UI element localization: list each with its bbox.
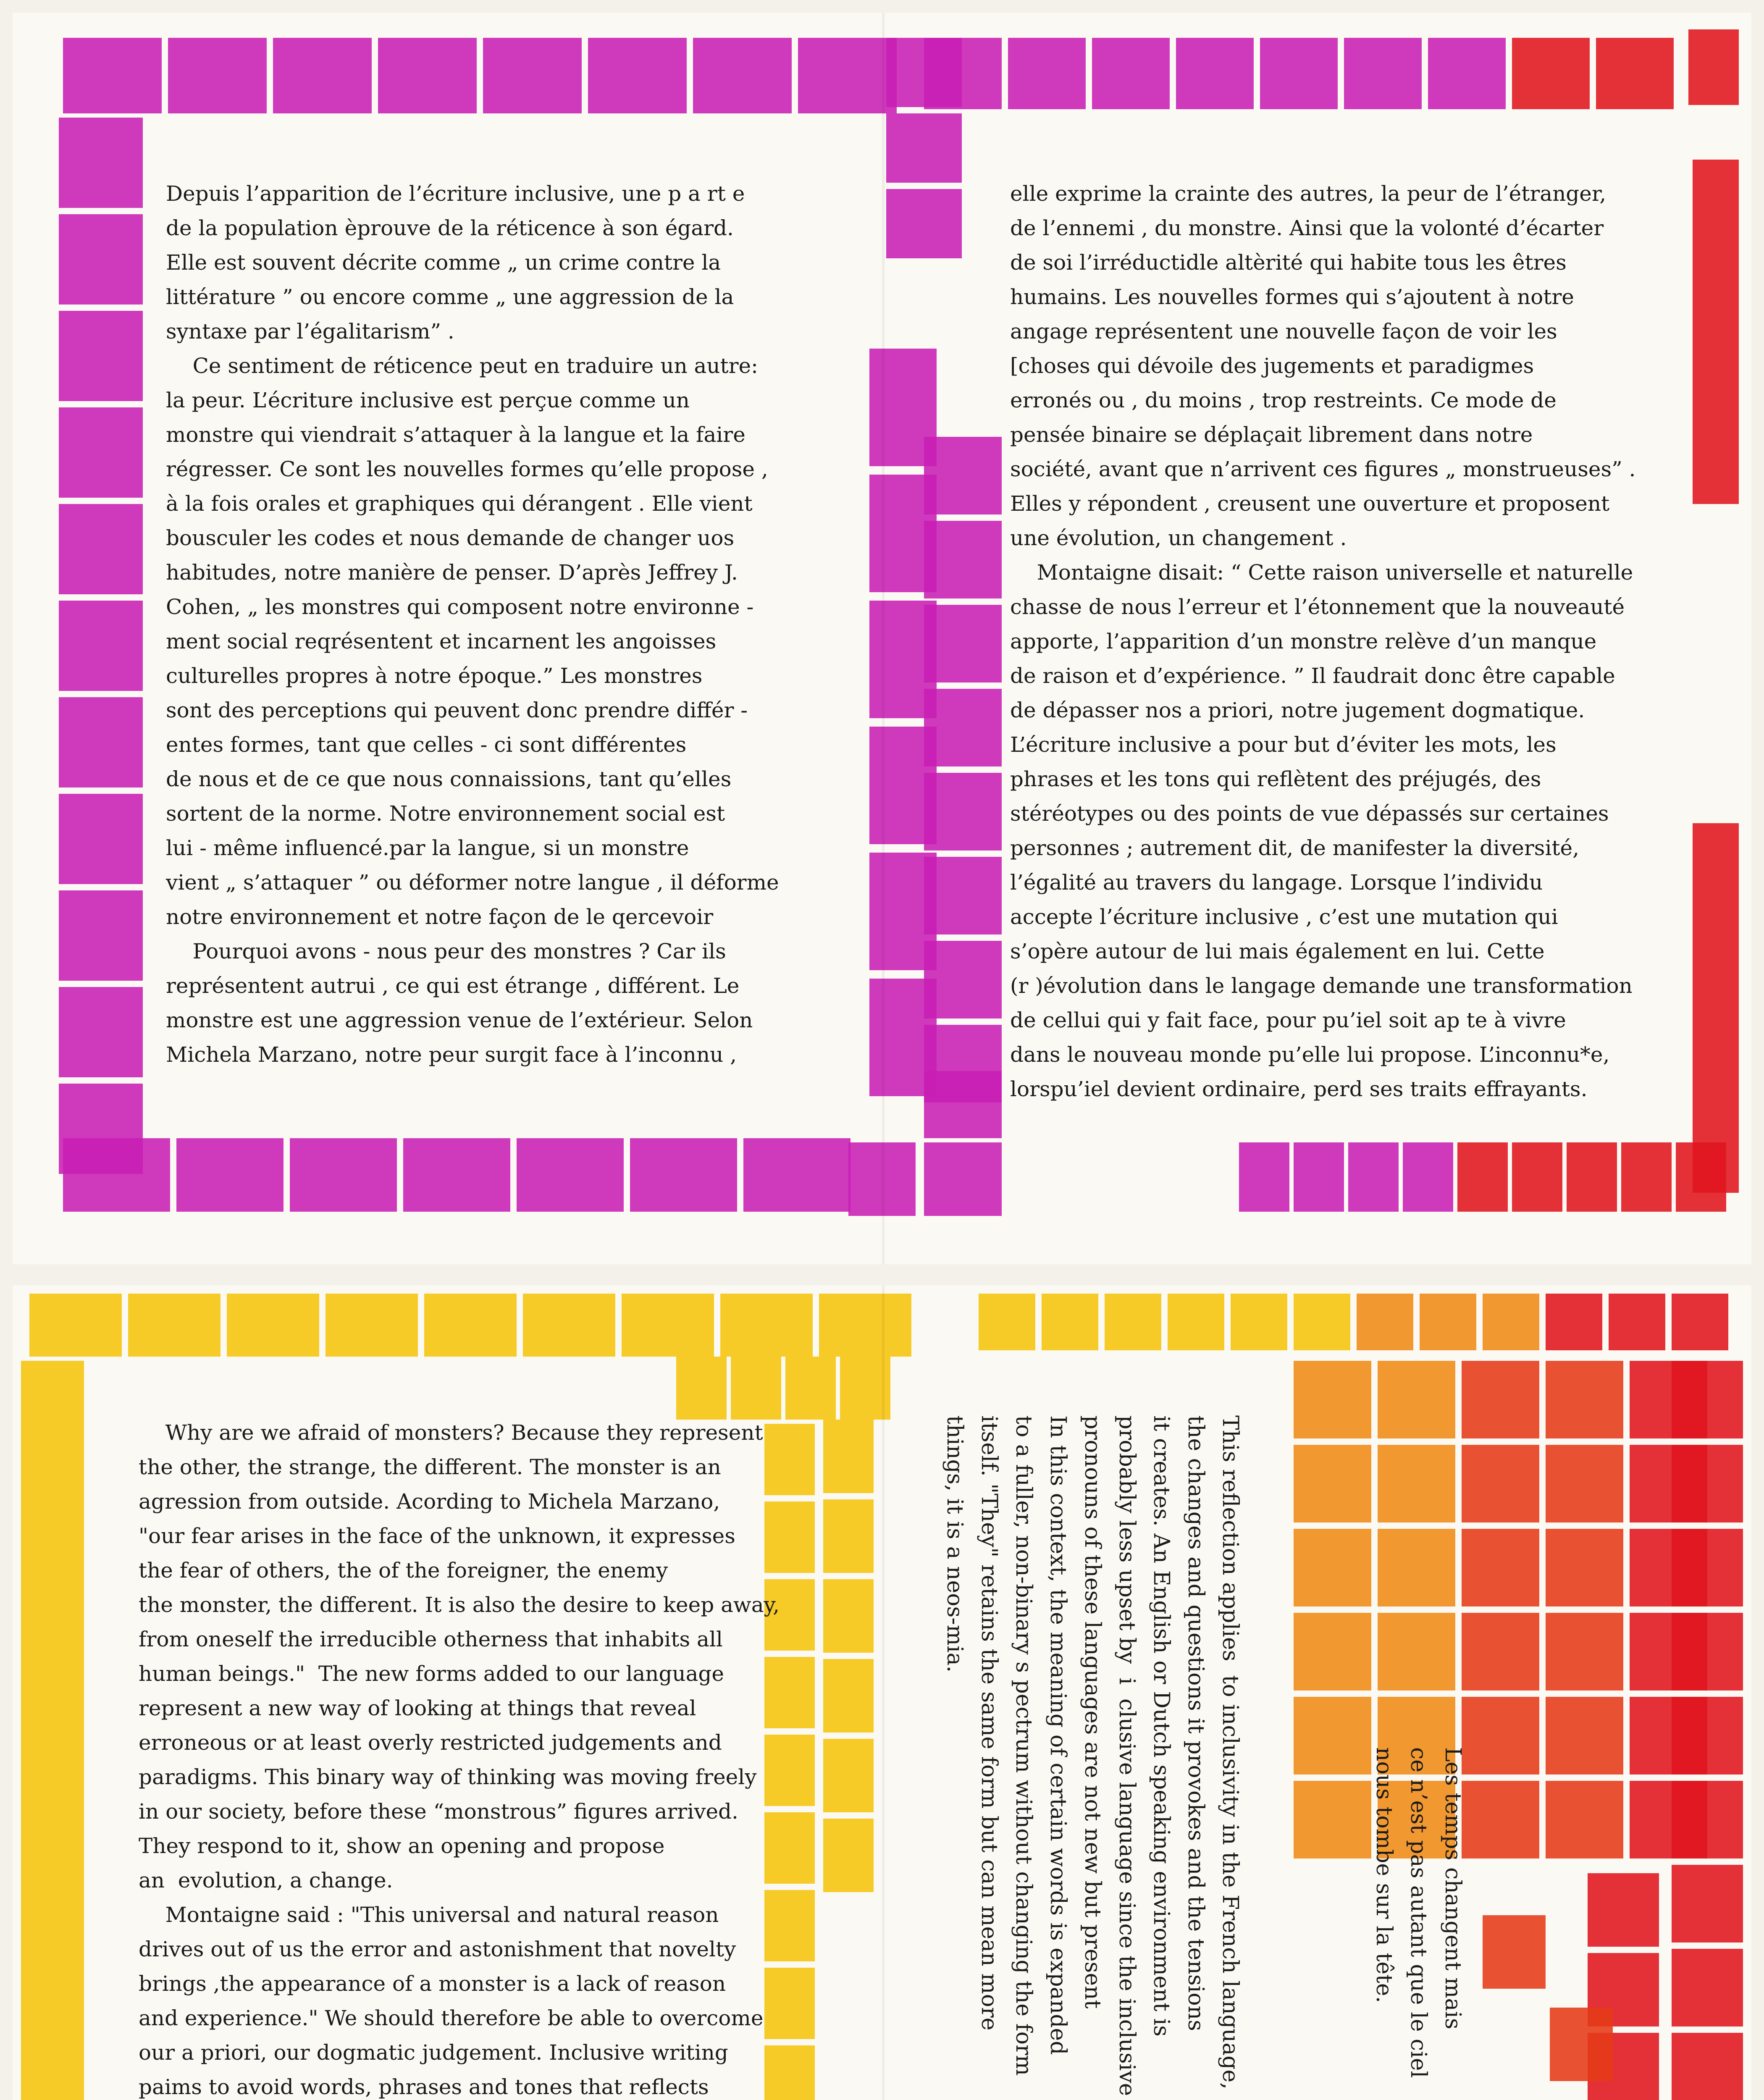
red-tile	[1672, 1697, 1743, 1774]
top-left-line: littérature ” ou encore comme „ une aggression de la	[166, 285, 734, 309]
magenta-tile	[63, 38, 162, 113]
top-page	[13, 13, 1751, 1264]
bottom-left-line: paims to avoid words, phrases and tones that reflects	[139, 2075, 709, 2099]
magenta-tile	[168, 38, 267, 113]
magenta-tile	[176, 1138, 284, 1212]
yellow-tile	[29, 1294, 122, 1357]
top-left-line: vient „ s’attaquer ” ou déformer notre langue , il déforme	[166, 870, 779, 895]
bottom-vertical-line: pronouns of these languages are not new but present	[1080, 1415, 1105, 2009]
top-row-tile	[1105, 1294, 1161, 1350]
top-right-line: erronés ou , du moins , trop restreints. Ce mode de	[1010, 388, 1557, 412]
top-left-line: de la population èprouve de la réticence à son égard.	[166, 216, 734, 240]
top-right-line: l’égalité au travers du langage. Lorsque l’individu	[1010, 870, 1543, 895]
magenta-tile	[924, 773, 1002, 850]
top-right-line: accepte l’écriture inclusive , c’est une mutation qui	[1010, 905, 1558, 929]
bottom-left-line: erroneous or at least overly restricted judgements and	[139, 1730, 722, 1755]
yellow-tile	[823, 1819, 874, 1892]
right-block-tile	[1546, 1613, 1623, 1690]
magenta-tile	[59, 504, 143, 594]
top-left-line: Ce sentiment de réticence peut en traduire un autre:	[166, 354, 758, 378]
red-tile	[1672, 1361, 1743, 1438]
top-right-line: lorspu’iel devient ordinaire, perd ses traits effrayants.	[1010, 1077, 1588, 1101]
top-row-tile	[1260, 38, 1338, 109]
bottom-poem-line: ce n’est pas autant que le ciel	[1406, 1747, 1431, 2078]
bottom-vertical-line: probably less upset by i clusive language since the inclusive	[1114, 1415, 1139, 2096]
magenta-tile	[59, 118, 143, 208]
red-tile	[1672, 1781, 1743, 1858]
bottom-left-line: an evolution, a change.	[139, 1868, 393, 1893]
yellow-tile	[622, 1294, 714, 1357]
top-right-line: de raison et d’expérience. ” Il faudrait donc être capable	[1010, 664, 1615, 688]
top-left-line: lui - même influencé.par la langue, si un monstre	[166, 836, 689, 860]
bottom-left-line: our a priori, our dogmatic judgement. Inclusive writing	[139, 2040, 728, 2065]
top-right-line: de dépasser nos a priori, notre jugement dogmatique.	[1010, 698, 1585, 722]
bottom-left-line: from oneself the irreducible otherness that inhabits all	[139, 1627, 723, 1651]
top-right-line: Elles y répondent , creusent une ouverture et proposent	[1010, 491, 1610, 516]
red-tile	[1672, 1949, 1743, 2026]
top-right-line: phrases et les tons qui reflètent des préjugés, des	[1010, 767, 1541, 791]
bottom-poem-line: nous tombe sur la tête.	[1371, 1747, 1396, 2003]
top-row-tile	[1672, 1294, 1728, 1350]
top-row-tile	[1042, 1294, 1098, 1350]
yellow-tile	[326, 1294, 418, 1357]
magenta-tile	[403, 1138, 510, 1212]
magenta-tile	[630, 1138, 737, 1212]
bottom-page	[13, 1285, 1751, 2100]
magenta-tile	[59, 987, 143, 1077]
top-right-text-column	[1010, 176, 1665, 1106]
bottom-row-tile	[1457, 1142, 1508, 1212]
top-left-line: monstre est une aggression venue de l’extérieur. Selon	[166, 1008, 753, 1032]
right-block-tile	[1546, 1445, 1623, 1522]
bottom-vertical-line: the changes and questions it provokes and the tensions	[1183, 1415, 1208, 2031]
magenta-tile	[483, 38, 582, 113]
magenta-tile	[273, 38, 372, 113]
yellow-tile	[823, 1420, 874, 1493]
bottom-vertical-line: This reflection applies to inclusivity in the French language,	[1218, 1415, 1243, 2090]
top-right-line: s’opère autour de lui mais également en lui. Cette	[1010, 939, 1545, 963]
yellow-tile	[227, 1294, 319, 1357]
top-right-line: de soi l’irréductidle altèrité qui habite tous les êtres	[1010, 250, 1567, 275]
yellow-tile	[731, 1357, 781, 1420]
magenta-tile	[924, 521, 1002, 598]
bottom-row-tile	[1348, 1142, 1399, 1212]
bottom-poem-line: Les temps changent mais	[1440, 1747, 1465, 2029]
top-left-line: entes formes, tant que celles - ci sont différentes	[166, 732, 687, 757]
yellow-tile	[21, 1361, 84, 2100]
bottom-row-tile	[1403, 1142, 1453, 1212]
red-tile	[1672, 1613, 1743, 1690]
top-right-line: Montaigne disait: “ Cette raison universelle et naturelle	[1010, 560, 1633, 585]
yellow-tile	[823, 1739, 874, 1812]
bottom-vertical-line: things, it is a neos-mia.	[942, 1415, 967, 1673]
red-tile	[1588, 1873, 1659, 1947]
bottom-left-line: They respond to it, show an opening and propose	[139, 1834, 665, 1858]
bottom-left-line: Why are we afraid of monsters? Because they represent	[139, 1420, 763, 1445]
top-right-line: chasse de nous l’erreur et l’étonnement que la nouveauté	[1010, 595, 1625, 619]
red-tile	[1688, 29, 1739, 105]
top-right-line: [choses qui dévoile des jugements et paradigmes	[1010, 354, 1534, 378]
bottom-vertical-line: In this context, the meaning of certain words is expanded	[1045, 1415, 1071, 2055]
magenta-tile	[378, 38, 477, 113]
magenta-tile	[59, 794, 143, 884]
top-page-fold	[882, 13, 885, 1264]
top-right-line: angage représentent une nouvelle façon de voir les	[1010, 319, 1557, 344]
right-block-tile	[1294, 1529, 1371, 1606]
right-block-tile	[1462, 1781, 1539, 1858]
yellow-tile	[823, 1499, 874, 1573]
top-left-text-column	[166, 176, 796, 1072]
magenta-tile	[59, 890, 143, 981]
top-left-line: régresser. Ce sont les nouvelles formes qu’elle propose ,	[166, 457, 768, 481]
top-row-tile	[1092, 38, 1170, 109]
magenta-tile	[743, 1138, 850, 1212]
yellow-tile	[720, 1294, 813, 1357]
top-left-line: Cohen, „ les monstres qui composent notre environne -	[166, 595, 754, 619]
top-row-tile	[1512, 38, 1590, 109]
top-left-line: Depuis l’apparition de l’écriture inclusive, une p a rt e	[166, 181, 745, 206]
top-right-line: une évolution, un changement .	[1010, 526, 1347, 550]
magenta-tile	[886, 189, 962, 258]
magenta-tile	[588, 38, 687, 113]
top-left-line: monstre qui viendrait s’attaquer à la langue et la faire	[166, 423, 746, 447]
magenta-tile	[290, 1138, 397, 1212]
right-block-tile	[1294, 1613, 1371, 1690]
bottom-left-line: paradigms. This binary way of thinking was moving freely	[139, 1765, 757, 1789]
right-block-tile	[1546, 1529, 1623, 1606]
magenta-tile	[63, 1138, 170, 1212]
bottom-row-tile	[1512, 1142, 1562, 1212]
magenta-tile	[693, 38, 792, 113]
top-row-tile	[1609, 1294, 1665, 1350]
bottom-vertical-line: it creates. An English or Dutch speaking environment is	[1149, 1415, 1174, 2037]
red-tile	[1672, 1529, 1743, 1606]
top-row-tile	[1596, 38, 1674, 109]
bottom-vertical-line: itself. "They" retains the same form but can mean more	[976, 1415, 1002, 2031]
red-tile	[1693, 823, 1739, 1193]
bottom-row-tile	[1567, 1142, 1617, 1212]
top-left-line: ment social reqrésentent et incarnent les angoisses	[166, 629, 717, 654]
right-block-tile	[1462, 1529, 1539, 1606]
bottom-left-line: the fear of others, the of the foreigner, the enemy	[139, 1558, 668, 1583]
right-block-tile	[1378, 1445, 1455, 1522]
top-row-tile	[1546, 1294, 1602, 1350]
top-row-tile	[1294, 1294, 1350, 1350]
right-block-tile	[1462, 1613, 1539, 1690]
bottom-left-line: the monster, the different. It is also the desire to keep away,	[139, 1593, 780, 1617]
yellow-tile	[823, 1659, 874, 1732]
yellow-tile	[523, 1294, 615, 1357]
bottom-page-fold	[882, 1285, 885, 2100]
top-right-line: L’écriture inclusive a pour but d’éviter les mots, les	[1010, 732, 1557, 757]
top-left-line: représentent autrui , ce qui est étrange , différent. Le	[166, 974, 740, 998]
right-block-tile	[1378, 1613, 1455, 1690]
magenta-tile	[924, 1142, 1002, 1216]
top-row-tile	[1231, 1294, 1287, 1350]
top-left-line: la peur. L’écriture inclusive est perçue comme un	[166, 388, 690, 412]
top-right-line: elle exprime la crainte des autres, la peur de l’étranger,	[1010, 181, 1606, 206]
magenta-tile	[59, 407, 143, 498]
magenta-tile	[59, 697, 143, 788]
top-left-line: sortent de la norme. Notre environnement social est	[166, 801, 725, 826]
top-right-line: apporte, l’apparition d’un monstre relève d’un manque	[1010, 629, 1597, 654]
right-block-tile	[1378, 1529, 1455, 1606]
bottom-left-line: "our fear arises in the face of the unknown, it expresses	[139, 1524, 735, 1548]
bottom-vertical-text-column	[937, 1415, 1247, 2096]
right-block-tile	[1294, 1361, 1371, 1438]
yellow-tile	[785, 1357, 836, 1420]
magenta-tile	[517, 1138, 624, 1212]
yellow-tile	[424, 1294, 517, 1357]
top-right-line: pensée binaire se déplaçait librement dans notre	[1010, 423, 1533, 447]
right-block-tile	[1462, 1697, 1539, 1774]
magenta-tile	[886, 113, 962, 183]
yellow-tile	[819, 1294, 911, 1357]
top-left-line: notre environnement et notre façon de le qercevoir	[166, 905, 714, 929]
bottom-left-line: the other, the strange, the different. The monster is an	[139, 1455, 721, 1479]
bottom-left-line: in our society, before these “monstrous” figures arrived.	[139, 1799, 738, 1824]
top-left-line: habitudes, notre manière de penser. D’après Jeffrey J.	[166, 560, 738, 585]
magenta-tile	[59, 601, 143, 691]
magenta-tile	[924, 1071, 1002, 1138]
right-block-tile	[1462, 1445, 1539, 1522]
magenta-tile	[924, 437, 1002, 514]
top-left-line: culturelles propres à notre époque.” Les monstres	[166, 664, 703, 688]
top-right-line: personnes ; autrement dit, de manifester la diversité,	[1010, 836, 1580, 860]
bottom-row-tile	[1239, 1142, 1289, 1212]
top-left-line: de nous et de ce que nous connaissions, tant qu’elles	[166, 767, 732, 791]
magenta-tile	[924, 941, 1002, 1018]
top-row-tile	[1483, 1294, 1539, 1350]
top-row-tile	[1008, 38, 1086, 109]
top-row-tile	[1420, 1294, 1476, 1350]
bottom-left-line: Montaigne said : "This universal and natural reason	[139, 1903, 719, 1927]
red-tile	[1672, 1445, 1743, 1522]
red-orange-tile	[1483, 1915, 1546, 1989]
top-row-tile	[1176, 38, 1254, 109]
top-row-tile	[979, 1294, 1035, 1350]
magenta-tile	[924, 689, 1002, 766]
magenta-tile	[924, 605, 1002, 682]
bottom-left-line: represent a new way of looking at things that reveal	[139, 1696, 696, 1720]
bottom-left-line: human beings." The new forms added to our language	[139, 1662, 724, 1686]
top-row-tile	[1428, 38, 1506, 109]
bottom-left-text-column	[139, 1415, 811, 2100]
right-block-tile	[1378, 1361, 1455, 1438]
top-right-line: stéréotypes ou des points de vue dépassés sur certaines	[1010, 801, 1609, 826]
top-left-line: à la fois orales et graphiques qui dérangent . Elle vient	[166, 491, 753, 516]
bottom-left-line: and experience." We should therefore be able to overcome	[139, 2006, 764, 2030]
top-left-line: Michela Marzano, notre peur surgit face à l’inconnu ,	[166, 1042, 737, 1067]
magenta-tile	[59, 214, 143, 304]
top-row-tile	[1344, 38, 1422, 109]
top-left-line: syntaxe par l’égalitarism” .	[166, 319, 454, 344]
red-tile	[1672, 2033, 1743, 2100]
bottom-left-line: drives out of us the error and astonishment that novelty	[139, 1937, 736, 1961]
yellow-tile	[128, 1294, 220, 1357]
bottom-row-tile	[1676, 1142, 1726, 1212]
bottom-left-line: agression from outside. Acording to Michela Marzano,	[139, 1489, 720, 1514]
right-block-tile	[1546, 1781, 1623, 1858]
top-left-line: Elle est souvent décrite comme „ un crime contre la	[166, 250, 721, 275]
top-row-tile	[1357, 1294, 1413, 1350]
top-row-tile	[924, 38, 1002, 109]
magenta-tile	[924, 857, 1002, 934]
top-right-line: de l’ennemi , du monstre. Ainsi que la volonté d’écarter	[1010, 216, 1604, 240]
bottom-left-line: brings ,the appearance of a monster is a lack of reason	[139, 1971, 726, 1996]
right-block-tile	[1546, 1697, 1623, 1774]
top-left-line: bousculer les codes et nous demande de changer uos	[166, 526, 735, 550]
red-tile	[1672, 1865, 1743, 1942]
bottom-row-tile	[1621, 1142, 1672, 1212]
top-right-line: de cellui qui y fait face, pour pu’iel soit ap te à vivre	[1010, 1008, 1566, 1032]
top-right-line: (r )évolution dans le langage demande une transformation	[1010, 974, 1633, 998]
bottom-vertical-poem	[1367, 1747, 1470, 2078]
right-block-tile	[1294, 1697, 1371, 1774]
yellow-tile	[823, 1579, 874, 1653]
right-block-tile	[1294, 1445, 1371, 1522]
top-right-line: humains. Les nouvelles formes qui s’ajoutent à notre	[1010, 285, 1574, 309]
top-left-line: sont des perceptions qui peuvent donc prendre différ -	[166, 698, 748, 722]
yellow-tile	[676, 1357, 727, 1420]
top-right-line: dans le nouveau monde pu’elle lui propose. L’inconnu*e,	[1010, 1042, 1610, 1067]
right-block-tile	[1546, 1361, 1623, 1438]
top-right-line: société, avant que n’arrivent ces figures „ monstrueuses” .	[1010, 457, 1636, 481]
right-block-tile	[1294, 1781, 1371, 1858]
bottom-row-tile	[1294, 1142, 1344, 1212]
red-tile	[1693, 160, 1739, 504]
magenta-tile	[59, 311, 143, 401]
bottom-vertical-line: to a fuller, non-binary s pectrum without changing the form	[1011, 1415, 1036, 2076]
top-row-tile	[1168, 1294, 1224, 1350]
top-left-line: Pourquoi avons - nous peur des monstres ? Car ils	[166, 939, 726, 963]
red-orange-tile	[1550, 2008, 1613, 2081]
right-block-tile	[1462, 1361, 1539, 1438]
